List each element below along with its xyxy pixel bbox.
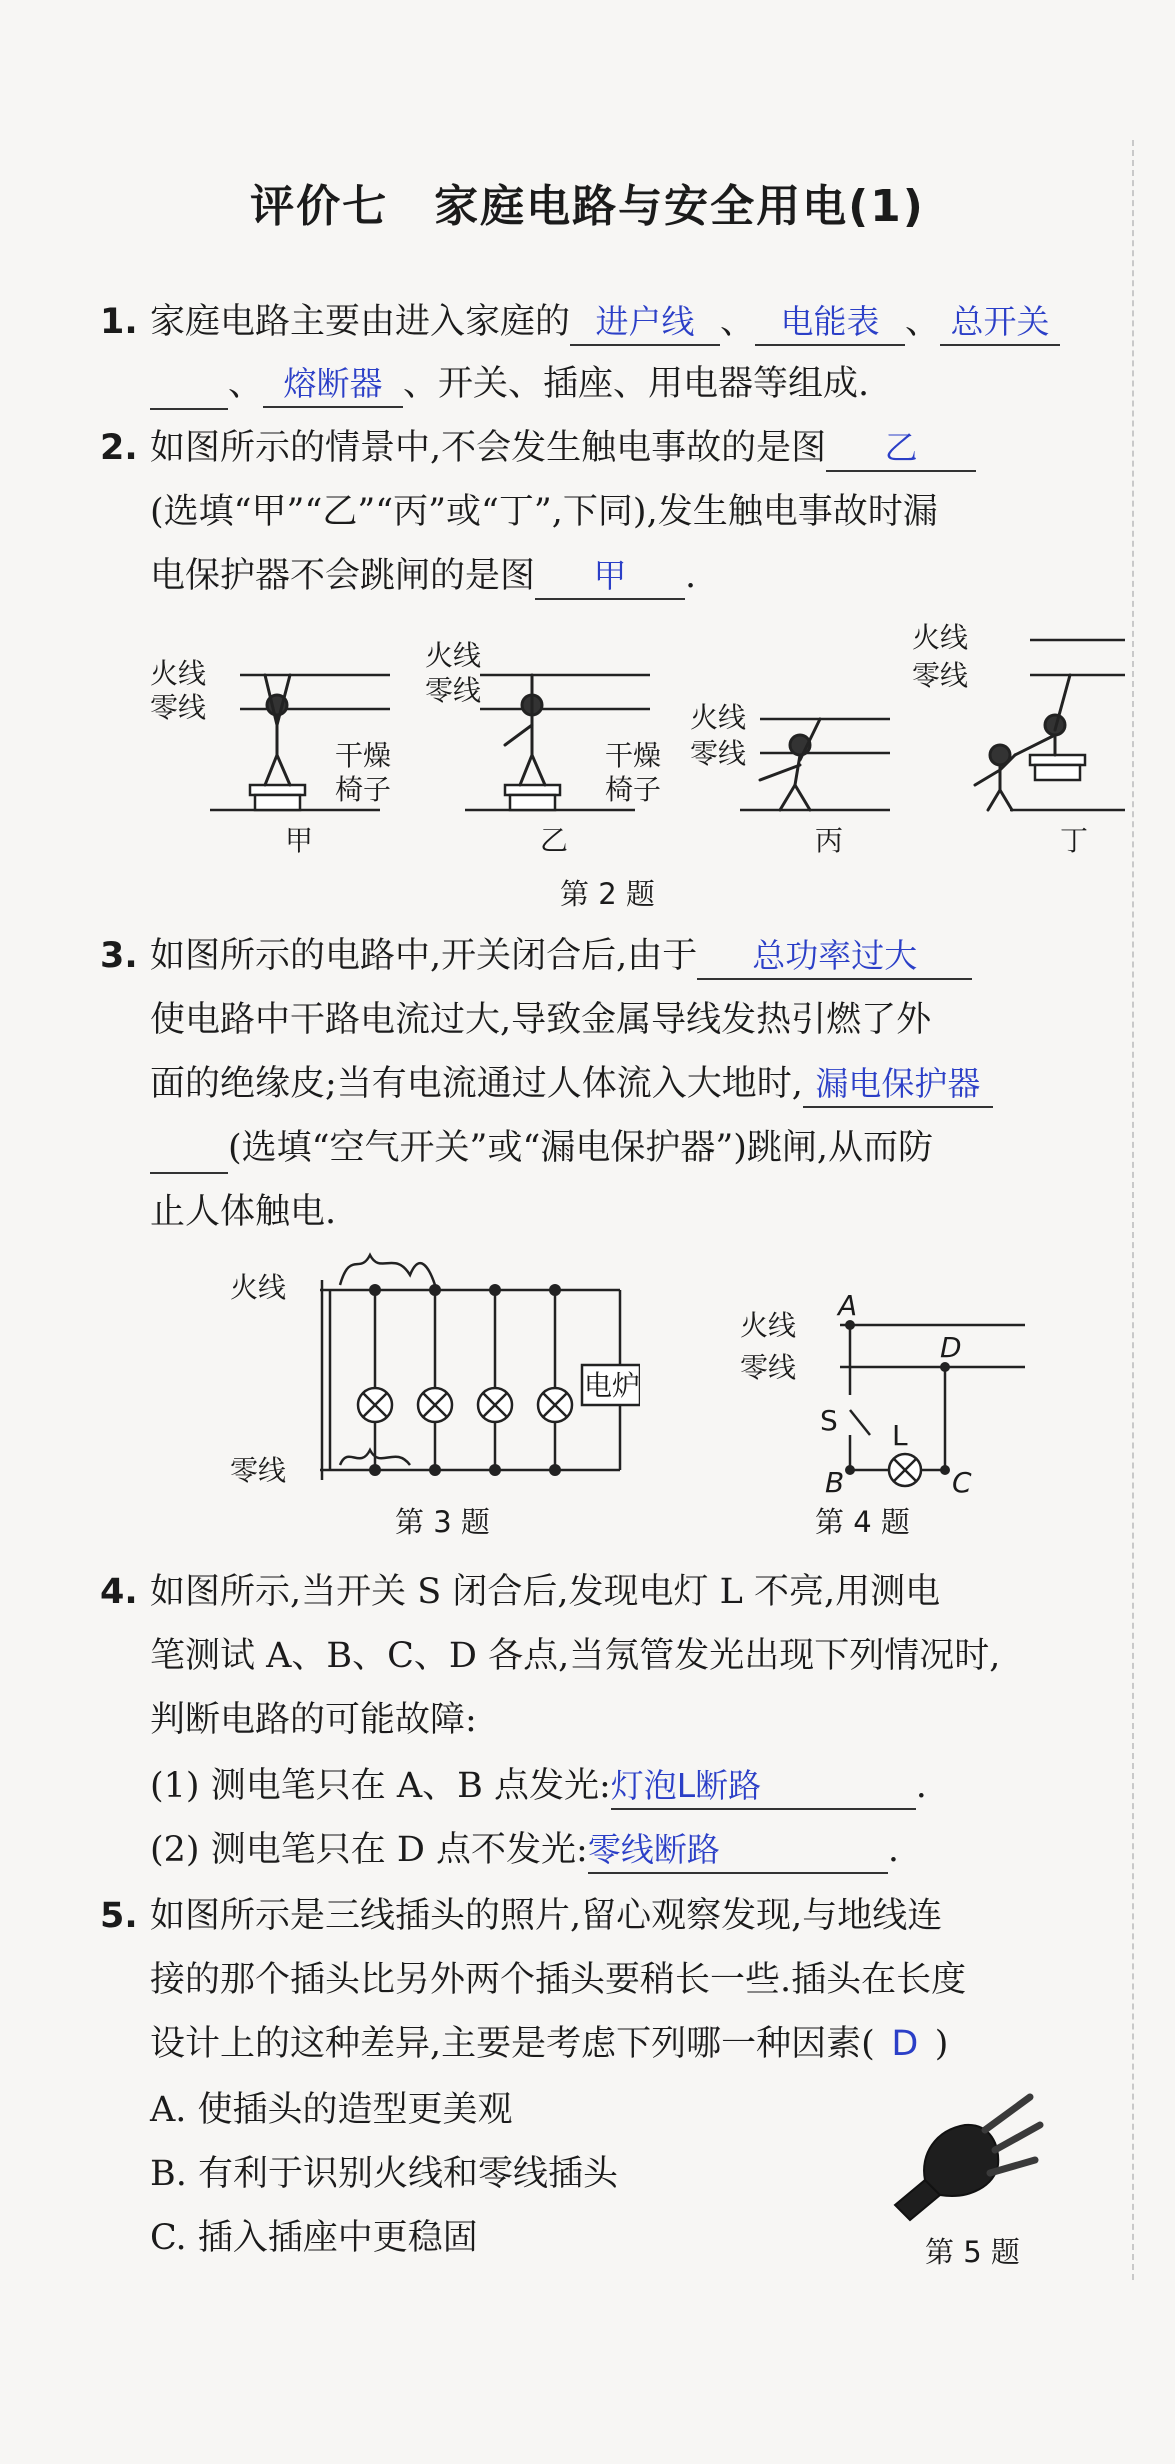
q2-line3 bbox=[150, 552, 696, 600]
q3-caption: 第 3 题 bbox=[395, 1505, 490, 1539]
q3-fig-neutral-label: 零线 bbox=[230, 1454, 287, 1487]
q3-number: 3. bbox=[100, 936, 138, 976]
q2-fig-chair-label-2: 椅子 bbox=[605, 773, 662, 806]
q2-fig-chair-label-1: 干燥 bbox=[605, 739, 662, 772]
q1-number: 1. bbox=[100, 302, 138, 342]
q4-line3: 判断电路的可能故障: bbox=[150, 1700, 477, 1740]
q2-period: . bbox=[685, 556, 697, 596]
q1-blank bbox=[150, 360, 228, 410]
q4-fig-live-label: 火线 bbox=[740, 1309, 797, 1342]
q3-figure bbox=[220, 1245, 640, 1495]
q2-text: 如图所示的情景中,不会发生触电事故的是图 bbox=[150, 428, 827, 468]
q3-text: 面的绝缘皮;当有电流通过人体流入大地时, bbox=[150, 1064, 803, 1104]
q3-line2: 使电路中干路电流过大,导致金属导线发热引燃了外 bbox=[150, 1000, 932, 1040]
q5-line3 bbox=[150, 2020, 948, 2068]
page-title: 评价七 家庭电路与安全用电(1) bbox=[250, 181, 925, 232]
q1-answer-4[interactable]: 熔断器 bbox=[263, 362, 403, 408]
q5-line2: 接的那个插头比另外两个插头要稍长一些.插头在长度 bbox=[150, 1960, 967, 2000]
q4-fig-point-c: C bbox=[952, 1466, 972, 1495]
q2-fig-chair-label-1: 干燥 bbox=[335, 739, 392, 772]
q3-text: (选填“空气开关”或“漏电保护器”)跳闸,从而防 bbox=[228, 1128, 934, 1168]
q3-line5: 止人体触电. bbox=[150, 1192, 337, 1232]
q2-fig-live-label: 火线 bbox=[150, 657, 207, 690]
q4-fig-point-a: A bbox=[838, 1289, 858, 1322]
q2-text: 电保护器不会跳闸的是图 bbox=[150, 556, 536, 596]
q4-line2: 笔测试 A、B、C、D 各点,当氖管发光出现下列情况时, bbox=[150, 1636, 1001, 1676]
q4-number: 4. bbox=[100, 1572, 138, 1612]
q5-option-c[interactable]: C. 插入插座中更稳固 bbox=[150, 2218, 478, 2258]
q4-fig-neutral-label: 零线 bbox=[740, 1351, 797, 1384]
q3-line4 bbox=[150, 1124, 933, 1174]
q1-sep: 、 bbox=[905, 302, 941, 342]
q5-plug-image bbox=[880, 2085, 1050, 2225]
q1-line2 bbox=[150, 360, 869, 410]
q4-fig-switch-s: S bbox=[820, 1404, 838, 1437]
q2-line2: (选填“甲”“乙”“丙”或“丁”,下同),发生触电事故时漏 bbox=[150, 492, 938, 532]
q3-line1 bbox=[150, 932, 972, 980]
q2-fig-live-label: 火线 bbox=[912, 621, 969, 654]
q2-answer-2[interactable]: 甲 bbox=[535, 554, 685, 600]
q2-fig-neutral-label: 零线 bbox=[912, 659, 969, 692]
q5-option-b[interactable]: B. 有利于识别火线和零线插头 bbox=[150, 2154, 618, 2194]
q5-answer[interactable]: D bbox=[891, 2024, 919, 2064]
q3-text: 如图所示的电路中,开关闭合后,由于 bbox=[150, 936, 698, 976]
q3-fig-live-label: 火线 bbox=[230, 1271, 287, 1304]
q5-text: 设计上的这种差异,主要是考虑下列哪一种因素 bbox=[150, 2024, 862, 2064]
q4-sub1 bbox=[150, 1762, 927, 1810]
q1-sep: 、 bbox=[720, 302, 756, 342]
q4-period: . bbox=[887, 1830, 899, 1870]
q2-line1 bbox=[150, 424, 976, 472]
q2-fig-neutral-label: 零线 bbox=[690, 737, 747, 770]
q4-line1: 如图所示,当开关 S 闭合后,发现电灯 L 不亮,用测电 bbox=[150, 1572, 941, 1612]
q2-answer-1[interactable]: 乙 bbox=[826, 426, 976, 472]
q4-fig-point-b: B bbox=[825, 1466, 845, 1495]
q3-blank bbox=[150, 1124, 228, 1174]
q2-fig-label-bing: 丙 bbox=[815, 824, 844, 857]
page-edge-dashed bbox=[1132, 140, 1134, 2280]
q4-answer-1[interactable]: 灯泡L断路 bbox=[611, 1764, 916, 1810]
q2-caption: 第 2 题 bbox=[560, 877, 655, 911]
q4-sub2 bbox=[150, 1826, 899, 1874]
q4-fig-lamp-l: L bbox=[892, 1419, 908, 1452]
q2-fig-neutral-label: 零线 bbox=[425, 674, 482, 707]
q1-answer-3[interactable]: 总开关 bbox=[940, 300, 1060, 346]
q4-caption: 第 4 题 bbox=[815, 1505, 910, 1539]
q5-paren: ( bbox=[861, 2024, 875, 2064]
q3-answer-1[interactable]: 总功率过大 bbox=[697, 934, 972, 980]
q2-fig-live-label: 火线 bbox=[690, 701, 747, 734]
q1-sep: 、 bbox=[228, 364, 264, 404]
q5-caption: 第 5 题 bbox=[925, 2235, 1020, 2269]
q2-fig-chair-label-2: 椅子 bbox=[335, 773, 392, 806]
q1-text: 、开关、插座、用电器等组成. bbox=[403, 364, 870, 404]
q2-figure bbox=[140, 605, 1130, 865]
q3-answer-2[interactable]: 漏电保护器 bbox=[803, 1062, 993, 1108]
q4-sub1-text: (1) 测电笔只在 A、B 点发光: bbox=[150, 1766, 611, 1806]
q4-sub2-text: (2) 测电笔只在 D 点不发光: bbox=[150, 1830, 588, 1870]
q1-answer-1[interactable]: 进户线 bbox=[570, 300, 720, 346]
q2-fig-label-yi: 乙 bbox=[540, 824, 569, 857]
q4-figure bbox=[730, 1285, 1030, 1495]
q4-period: . bbox=[915, 1766, 927, 1806]
q3-fig-stove-label: 电炉 bbox=[584, 1369, 640, 1402]
q2-fig-neutral-label: 零线 bbox=[150, 691, 207, 724]
q5-number: 5. bbox=[100, 1896, 138, 1936]
q2-fig-live-label: 火线 bbox=[425, 639, 482, 672]
q1-text: 家庭电路主要由进入家庭的 bbox=[150, 302, 571, 342]
q5-paren: ) bbox=[934, 2024, 949, 2064]
q2-number: 2. bbox=[100, 428, 138, 468]
q4-fig-point-d: D bbox=[940, 1331, 962, 1364]
q3-line3 bbox=[150, 1060, 993, 1108]
q2-fig-label-ding: 丁 bbox=[1060, 824, 1089, 857]
q1-line1 bbox=[150, 298, 1060, 346]
q1-answer-2[interactable]: 电能表 bbox=[755, 300, 905, 346]
q2-fig-label-jia: 甲 bbox=[285, 824, 314, 857]
q5-line1: 如图所示是三线插头的照片,留心观察发现,与地线连 bbox=[150, 1896, 943, 1936]
q4-answer-2[interactable]: 零线断路 bbox=[588, 1828, 888, 1874]
q5-option-a[interactable]: A. 使插头的造型更美观 bbox=[150, 2090, 513, 2130]
